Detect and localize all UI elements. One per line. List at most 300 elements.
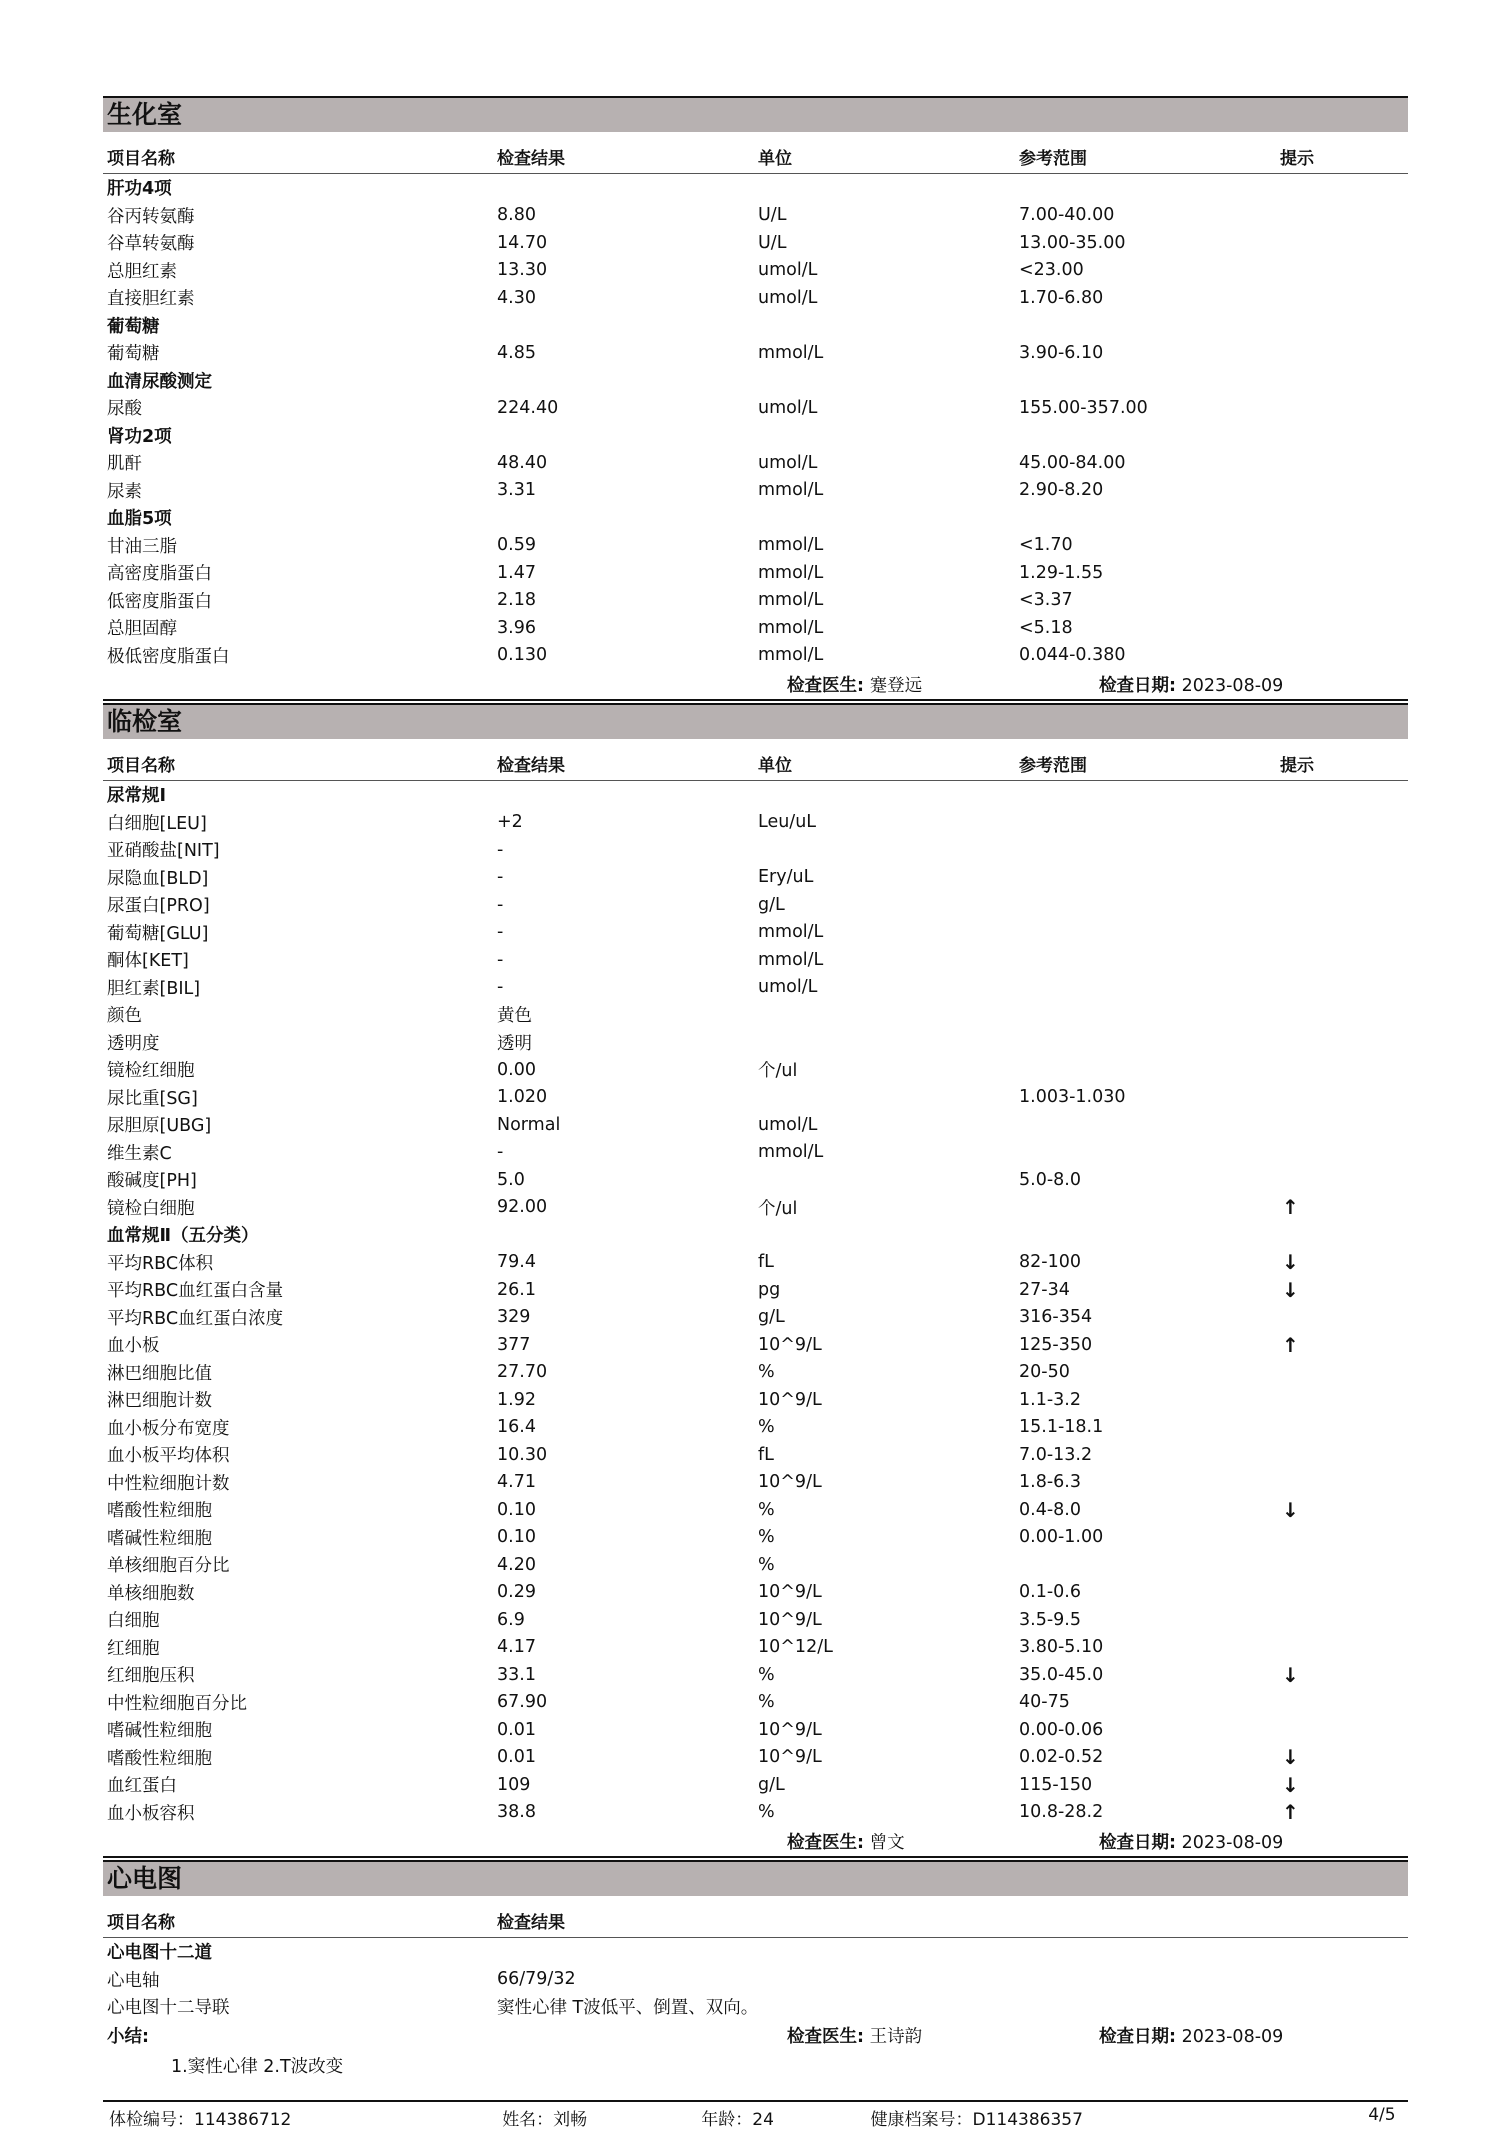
col-header-result: 检查结果 xyxy=(497,148,565,169)
group-row xyxy=(103,504,1408,532)
item-name: 甘油三脂 xyxy=(107,536,177,557)
table-row xyxy=(103,257,1408,285)
table-row xyxy=(103,1799,1408,1827)
item-unit: umol/L xyxy=(758,452,818,473)
item-unit: 10^9/L xyxy=(758,1334,822,1355)
table-row xyxy=(103,809,1408,837)
item-result: 33.1 xyxy=(497,1664,536,1685)
item-ref-range: 5.0-8.0 xyxy=(1019,1169,1081,1190)
item-result: 0.10 xyxy=(497,1527,536,1548)
item-unit: fL xyxy=(758,1252,774,1273)
date-label: 检查日期: xyxy=(1099,2027,1176,2047)
item-unit: Ery/uL xyxy=(758,867,814,888)
section-signoff xyxy=(103,669,1408,701)
item-result: 16.4 xyxy=(497,1417,536,1438)
item-name: 尿胆原[UBG] xyxy=(107,1116,212,1137)
item-unit: fL xyxy=(758,1444,774,1465)
item-result: 67.90 xyxy=(497,1692,548,1713)
item-ref-range: 316-354 xyxy=(1019,1307,1093,1328)
group-row xyxy=(103,367,1408,395)
result-rows xyxy=(103,174,1408,669)
item-name: 平均RBC体积 xyxy=(107,1253,214,1274)
table-row xyxy=(103,1111,1408,1139)
item-unit: U/L xyxy=(758,205,787,226)
table-row xyxy=(103,1331,1408,1359)
item-result: 27.70 xyxy=(497,1362,548,1383)
item-name: 尿素 xyxy=(107,481,142,502)
doctor-name: 王诗韵 xyxy=(869,2027,923,2047)
table-row xyxy=(103,559,1408,587)
section-title: 心电图 xyxy=(103,1860,1408,1896)
section-signoff xyxy=(103,1826,1408,1858)
item-result: 3.31 xyxy=(497,480,536,501)
column-header-row xyxy=(103,139,1408,174)
item-unit: mmol/L xyxy=(758,617,824,638)
item-name: 白细胞 xyxy=(107,1611,160,1632)
item-name: 中性粒细胞计数 xyxy=(107,1473,230,1494)
item-name: 血红蛋白 xyxy=(107,1776,177,1797)
item-unit: mmol/L xyxy=(758,922,824,943)
item-unit: % xyxy=(758,1362,775,1383)
table-row xyxy=(103,974,1408,1002)
table-row xyxy=(103,1634,1408,1662)
section-title: 临检室 xyxy=(103,703,1408,739)
item-ref-range: 0.044-0.380 xyxy=(1019,645,1126,666)
item-name: 单核细胞数 xyxy=(107,1583,195,1604)
item-flag-icon: ↑ xyxy=(1282,1332,1299,1357)
item-name: 中性粒细胞百分比 xyxy=(107,1693,247,1714)
item-name: 高密度脂蛋白 xyxy=(107,564,212,585)
table-row xyxy=(103,1056,1408,1084)
patient-name: 姓名：刘畅 xyxy=(502,2110,588,2130)
item-flag-icon: ↓ xyxy=(1282,1250,1299,1275)
item-name: 颜色 xyxy=(107,1006,142,1027)
item-flag-icon: ↓ xyxy=(1282,1662,1299,1687)
item-ref-range: 7.00-40.00 xyxy=(1019,205,1115,226)
item-unit: % xyxy=(758,1527,775,1548)
item-unit: 10^9/L xyxy=(758,1719,822,1740)
item-result: 窦性心律 T波低平、倒置、双向。 xyxy=(497,1998,759,2019)
table-row xyxy=(103,1716,1408,1744)
item-ref-range: 7.0-13.2 xyxy=(1019,1444,1093,1465)
item-result: 4.30 xyxy=(497,287,536,308)
item-name: 肌酐 xyxy=(107,454,142,475)
item-ref-range: 20-50 xyxy=(1019,1362,1070,1383)
item-ref-range: 10.8-28.2 xyxy=(1019,1802,1104,1823)
table-row xyxy=(103,864,1408,892)
item-flag-icon: ↓ xyxy=(1282,1277,1299,1302)
page-footer xyxy=(103,2100,1408,2130)
table-row xyxy=(103,1139,1408,1167)
table-row xyxy=(103,1029,1408,1057)
item-unit: 10^9/L xyxy=(758,1472,822,1493)
item-result: 0.130 xyxy=(497,645,548,666)
group-row xyxy=(103,1221,1408,1249)
col-header-name: 项目名称 xyxy=(107,148,175,169)
group-title: 尿常规Ⅰ xyxy=(107,786,167,807)
item-result: 377 xyxy=(497,1334,531,1355)
date-field xyxy=(1099,672,1399,697)
item-unit: % xyxy=(758,1417,775,1438)
item-ref-range: <5.18 xyxy=(1019,617,1073,638)
item-name: 总胆红素 xyxy=(107,261,177,282)
item-result: 6.9 xyxy=(497,1609,525,1630)
item-name: 白细胞[LEU] xyxy=(107,813,207,834)
item-name: 镜检红细胞 xyxy=(107,1061,195,1082)
item-ref-range: 0.02-0.52 xyxy=(1019,1747,1104,1768)
item-unit: Leu/uL xyxy=(758,812,817,833)
item-name: 谷草转氨酶 xyxy=(107,234,195,255)
col-header-name: 项目名称 xyxy=(107,1912,175,1933)
table-row xyxy=(103,1993,1408,2021)
group-row xyxy=(103,422,1408,450)
item-unit: % xyxy=(758,1692,775,1713)
table-row xyxy=(103,229,1408,257)
item-result: 8.80 xyxy=(497,205,536,226)
item-result: - xyxy=(497,922,504,943)
item-ref-range: 15.1-18.1 xyxy=(1019,1417,1104,1438)
item-flag-icon: ↑ xyxy=(1282,1800,1299,1825)
item-unit: % xyxy=(758,1664,775,1685)
item-result: 4.20 xyxy=(497,1554,536,1575)
item-name: 葡萄糖 xyxy=(107,344,160,365)
item-unit: umol/L xyxy=(758,287,818,308)
table-row xyxy=(103,284,1408,312)
item-unit: mmol/L xyxy=(758,342,824,363)
item-name: 胆红素[BIL] xyxy=(107,978,201,999)
group-row xyxy=(103,312,1408,340)
table-row xyxy=(103,1966,1408,1994)
item-name: 尿蛋白[PRO] xyxy=(107,896,210,917)
item-result: 66/79/32 xyxy=(497,1969,576,1990)
item-result: - xyxy=(497,894,504,915)
doctor-field xyxy=(787,1829,1099,1854)
date-label: 检查日期: xyxy=(1099,1832,1176,1853)
item-ref-range: 3.90-6.10 xyxy=(1019,342,1104,363)
item-ref-range: 115-150 xyxy=(1019,1774,1093,1795)
item-result: Normal xyxy=(497,1114,561,1135)
item-unit: mmol/L xyxy=(758,1142,824,1163)
group-title: 血脂5项 xyxy=(107,509,172,530)
item-name: 红细胞 xyxy=(107,1638,160,1659)
table-row xyxy=(103,1496,1408,1524)
item-name: 总胆固醇 xyxy=(107,619,177,640)
item-result: 38.8 xyxy=(497,1802,536,1823)
group-row xyxy=(103,174,1408,202)
col-header-ref: 参考范围 xyxy=(1019,755,1087,776)
item-result: 79.4 xyxy=(497,1252,536,1273)
col-header-ref: 参考范围 xyxy=(1019,148,1087,169)
item-name: 低密度脂蛋白 xyxy=(107,591,212,612)
item-result: - xyxy=(497,977,504,998)
item-flag-icon: ↓ xyxy=(1282,1497,1299,1522)
table-row xyxy=(103,1744,1408,1772)
item-name: 极低密度脂蛋白 xyxy=(107,646,230,667)
item-ref-range: <23.00 xyxy=(1019,260,1084,281)
item-unit: % xyxy=(758,1499,775,1520)
item-name: 淋巴细胞计数 xyxy=(107,1391,212,1412)
report-page xyxy=(103,96,1408,2081)
item-name: 嗜碱性粒细胞 xyxy=(107,1528,212,1549)
item-ref-range: 82-100 xyxy=(1019,1252,1081,1273)
item-result: - xyxy=(497,867,504,888)
column-header-row xyxy=(103,746,1408,781)
patient-age: 年龄：24 xyxy=(701,2110,774,2130)
table-row xyxy=(103,1386,1408,1414)
item-ref-range: 45.00-84.00 xyxy=(1019,452,1126,473)
item-name: 血小板平均体积 xyxy=(107,1446,230,1467)
summary-text-row xyxy=(103,2051,1408,2081)
item-ref-range: 125-350 xyxy=(1019,1334,1093,1355)
page-number: 4/5 xyxy=(1368,2105,1396,2125)
item-ref-range: 2.90-8.20 xyxy=(1019,480,1104,501)
item-flag-icon: ↑ xyxy=(1282,1195,1299,1220)
item-name: 淋巴细胞比值 xyxy=(107,1363,212,1384)
item-result: 26.1 xyxy=(497,1279,536,1300)
item-result: 4.85 xyxy=(497,342,536,363)
item-unit: mmol/L xyxy=(758,645,824,666)
item-unit: g/L xyxy=(758,1774,785,1795)
item-name: 透明度 xyxy=(107,1033,160,1054)
item-ref-range: 40-75 xyxy=(1019,1692,1070,1713)
item-result: 13.30 xyxy=(497,260,548,281)
item-ref-range: 0.4-8.0 xyxy=(1019,1499,1081,1520)
exam-date: 2023-08-09 xyxy=(1181,2027,1284,2047)
table-row xyxy=(103,1194,1408,1222)
summary-label: 小结: xyxy=(107,2027,149,2047)
item-unit: % xyxy=(758,1802,775,1823)
item-name: 血小板分布宽度 xyxy=(107,1418,230,1439)
table-row xyxy=(103,1771,1408,1799)
section-biochem xyxy=(103,96,1408,701)
result-rows xyxy=(103,1938,1408,2021)
item-unit: 个/ul xyxy=(758,1061,798,1082)
item-unit: % xyxy=(758,1554,775,1575)
item-unit: pg xyxy=(758,1279,781,1300)
table-row xyxy=(103,1579,1408,1607)
item-flag-icon: ↓ xyxy=(1282,1745,1299,1770)
item-unit: umol/L xyxy=(758,260,818,281)
item-unit: umol/L xyxy=(758,977,818,998)
item-name: 血小板容积 xyxy=(107,1803,195,1824)
group-title: 血常规Ⅱ（五分类） xyxy=(107,1226,259,1247)
item-name: 镜检白细胞 xyxy=(107,1198,195,1219)
table-row xyxy=(103,1551,1408,1579)
group-row xyxy=(103,1938,1408,1966)
item-result: 1.92 xyxy=(497,1389,536,1410)
item-name: 葡萄糖[GLU] xyxy=(107,923,209,944)
item-unit: U/L xyxy=(758,232,787,253)
item-result: 14.70 xyxy=(497,232,548,253)
item-result: 0.10 xyxy=(497,1499,536,1520)
item-unit: umol/L xyxy=(758,397,818,418)
exam-number: 体检编号：114386712 xyxy=(109,2110,292,2130)
section-clinical xyxy=(103,703,1408,1858)
group-title: 肾功2项 xyxy=(107,426,172,447)
item-name: 尿酸 xyxy=(107,399,142,420)
item-name: 谷丙转氨酶 xyxy=(107,206,195,227)
item-result: 2.18 xyxy=(497,590,536,611)
item-result: 0.29 xyxy=(497,1582,536,1603)
item-name: 嗜酸性粒细胞 xyxy=(107,1748,212,1769)
col-header-unit: 单位 xyxy=(758,148,792,169)
item-unit: mmol/L xyxy=(758,949,824,970)
table-row xyxy=(103,946,1408,974)
item-name: 嗜酸性粒细胞 xyxy=(107,1501,212,1522)
item-result: 透明 xyxy=(497,1033,532,1054)
item-ref-range: 27-34 xyxy=(1019,1279,1070,1300)
item-name: 单核细胞百分比 xyxy=(107,1556,230,1577)
item-ref-range: 1.1-3.2 xyxy=(1019,1389,1081,1410)
table-row xyxy=(103,1689,1408,1717)
group-title: 心电图十二道 xyxy=(107,1943,212,1964)
item-result: 0.59 xyxy=(497,535,536,556)
table-row xyxy=(103,891,1408,919)
item-ref-range: 0.00-0.06 xyxy=(1019,1719,1104,1740)
table-row xyxy=(103,1524,1408,1552)
result-rows xyxy=(103,781,1408,1826)
table-row xyxy=(103,339,1408,367)
table-row xyxy=(103,1166,1408,1194)
col-header-name: 项目名称 xyxy=(107,755,175,776)
item-flag-icon: ↓ xyxy=(1282,1772,1299,1797)
item-ref-range: 3.5-9.5 xyxy=(1019,1609,1081,1630)
item-result: 0.01 xyxy=(497,1719,536,1740)
table-row xyxy=(103,836,1408,864)
item-name: 直接胆红素 xyxy=(107,289,195,310)
doctor-field xyxy=(787,2023,1099,2048)
section-ecg xyxy=(103,1860,1408,2081)
table-row xyxy=(103,1469,1408,1497)
table-row xyxy=(103,1304,1408,1332)
table-row xyxy=(103,1606,1408,1634)
col-header-flag: 提示 xyxy=(1280,755,1314,776)
item-result: 黄色 xyxy=(497,1006,532,1027)
item-result: - xyxy=(497,949,504,970)
item-result: 10.30 xyxy=(497,1444,548,1465)
item-name: 酸碱度[PH] xyxy=(107,1171,197,1192)
item-unit: g/L xyxy=(758,1307,785,1328)
item-result: 0.00 xyxy=(497,1059,536,1080)
item-result: 5.0 xyxy=(497,1169,525,1190)
item-unit: 10^9/L xyxy=(758,1747,822,1768)
table-row xyxy=(103,587,1408,615)
doctor-name: 曾文 xyxy=(869,1832,905,1853)
item-result: 1.47 xyxy=(497,562,536,583)
item-ref-range: 1.70-6.80 xyxy=(1019,287,1104,308)
item-ref-range: 1.8-6.3 xyxy=(1019,1472,1081,1493)
item-unit: mmol/L xyxy=(758,562,824,583)
table-row xyxy=(103,642,1408,670)
item-name: 心电图十二导联 xyxy=(107,1998,230,2019)
item-result: 1.020 xyxy=(497,1087,548,1108)
col-header-flag: 提示 xyxy=(1280,148,1314,169)
date-field xyxy=(1099,1829,1399,1854)
exam-date: 2023-08-09 xyxy=(1181,675,1284,696)
table-row xyxy=(103,1441,1408,1469)
group-row xyxy=(103,781,1408,809)
table-row xyxy=(103,532,1408,560)
item-result: +2 xyxy=(497,812,523,833)
item-name: 酮体[KET] xyxy=(107,951,189,972)
item-ref-range: <1.70 xyxy=(1019,535,1073,556)
item-name: 亚硝酸盐[NIT] xyxy=(107,841,220,862)
item-unit: mmol/L xyxy=(758,535,824,556)
summary-row xyxy=(103,2021,1408,2051)
item-result: 3.96 xyxy=(497,617,536,638)
summary-text: 1.窦性心律 2.T波改变 xyxy=(171,2057,344,2077)
table-row xyxy=(103,919,1408,947)
item-result: 0.01 xyxy=(497,1747,536,1768)
date-field xyxy=(1099,2023,1399,2048)
item-name: 嗜碱性粒细胞 xyxy=(107,1721,212,1742)
table-row xyxy=(103,1001,1408,1029)
doctor-field xyxy=(787,672,1099,697)
item-unit: umol/L xyxy=(758,1114,818,1135)
item-name: 维生素C xyxy=(107,1143,172,1164)
item-unit: g/L xyxy=(758,894,785,915)
item-ref-range: <3.37 xyxy=(1019,590,1073,611)
item-name: 尿比重[SG] xyxy=(107,1088,198,1109)
table-row xyxy=(103,477,1408,505)
doctor-label: 检查医生: xyxy=(787,1832,864,1853)
section-title: 生化室 xyxy=(103,96,1408,132)
table-row xyxy=(103,202,1408,230)
item-ref-range: 0.00-1.00 xyxy=(1019,1527,1104,1548)
table-row xyxy=(103,614,1408,642)
item-result: - xyxy=(497,1142,504,1163)
item-name: 血小板 xyxy=(107,1336,160,1357)
item-result: 48.40 xyxy=(497,452,548,473)
doctor-label: 检查医生: xyxy=(787,2027,864,2047)
item-unit: 10^9/L xyxy=(758,1389,822,1410)
table-row xyxy=(103,1276,1408,1304)
group-title: 血清尿酸测定 xyxy=(107,371,212,392)
date-label: 检查日期: xyxy=(1099,675,1176,696)
table-row xyxy=(103,394,1408,422)
item-unit: mmol/L xyxy=(758,480,824,501)
exam-date: 2023-08-09 xyxy=(1181,1832,1284,1853)
item-result: 224.40 xyxy=(497,397,559,418)
item-unit: 10^12/L xyxy=(758,1637,833,1658)
column-header-row xyxy=(103,1903,1408,1938)
item-ref-range: 35.0-45.0 xyxy=(1019,1664,1104,1685)
item-name: 心电轴 xyxy=(107,1970,160,1991)
health-record-number: 健康档案号：D114386357 xyxy=(870,2110,1083,2130)
item-name: 尿隐血[BLD] xyxy=(107,868,209,889)
item-result: 329 xyxy=(497,1307,531,1328)
table-row xyxy=(103,1359,1408,1387)
item-ref-range: 3.80-5.10 xyxy=(1019,1637,1104,1658)
item-name: 平均RBC血红蛋白含量 xyxy=(107,1281,284,1302)
doctor-label: 检查医生: xyxy=(787,675,864,696)
item-result: 109 xyxy=(497,1774,531,1795)
item-result: - xyxy=(497,839,504,860)
item-unit: 10^9/L xyxy=(758,1609,822,1630)
item-ref-range: 13.00-35.00 xyxy=(1019,232,1126,253)
item-unit: 10^9/L xyxy=(758,1582,822,1603)
table-row xyxy=(103,1249,1408,1277)
table-row xyxy=(103,1414,1408,1442)
col-header-result: 检查结果 xyxy=(497,1912,565,1933)
col-header-result: 检查结果 xyxy=(497,755,565,776)
item-ref-range: 0.1-0.6 xyxy=(1019,1582,1081,1603)
item-name: 平均RBC血红蛋白浓度 xyxy=(107,1308,284,1329)
item-ref-range: 155.00-357.00 xyxy=(1019,397,1148,418)
table-row xyxy=(103,449,1408,477)
table-row xyxy=(103,1661,1408,1689)
item-ref-range: 1.29-1.55 xyxy=(1019,562,1104,583)
